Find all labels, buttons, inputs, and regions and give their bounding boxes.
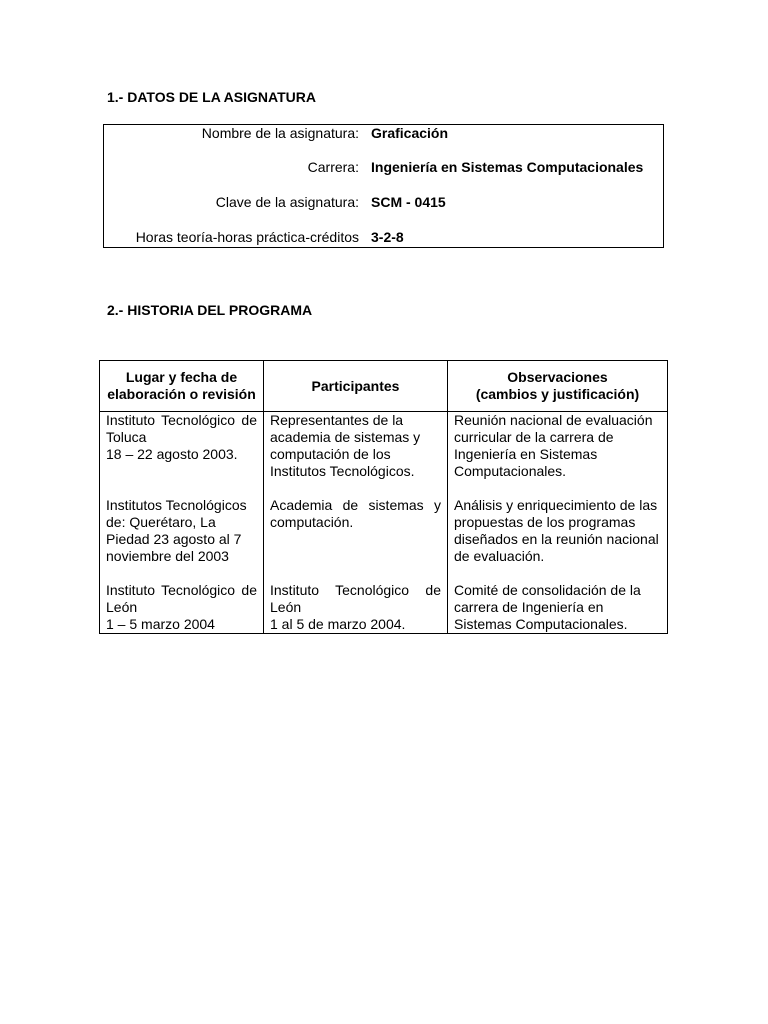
info-row-career [104, 159, 663, 177]
row-1-observations: Reunión nacional de evaluación curricular de la carrera de Ingeniería en Sistemas Computacionales. [454, 412, 653, 479]
info-row-code [104, 194, 663, 212]
row-3-participants: Instituto Tecnológico de León 1 al 5 de marzo 2004. [270, 582, 441, 632]
table-header-row [100, 361, 668, 412]
row-2-place-date: Institutos Tecnológicos de: Querétaro, La Piedad 23 agosto al 7 noviembre del 2003 [106, 497, 247, 564]
table-row [100, 582, 668, 634]
course-name-value: Graficación [371, 125, 449, 141]
info-row-hours [104, 229, 663, 247]
course-info-box [103, 124, 664, 248]
hours-credits-value: 3-2-8 [371, 229, 404, 245]
row-1-place-date: Instituto Tecnológico de Toluca 18 – 22 agosto 2003. [106, 412, 257, 462]
career-label: Carrera: [307, 159, 359, 175]
header-place-date: Lugar y fecha de elaboración o revisión [100, 361, 264, 412]
course-name-label: Nombre de la asignatura: [201, 125, 359, 141]
career-value: Ingeniería en Sistemas Computacionales [371, 159, 644, 175]
section-1-title: 1.- DATOS DE LA ASIGNATURA [107, 89, 316, 105]
row-2-observations: Análisis y enriquecimiento de las propuestas de los programas diseñados en la reunión nacional de evaluación. [454, 497, 659, 564]
header-participants: Participantes [264, 361, 448, 412]
row-3-place-date: Instituto Tecnológico de León 1 – 5 marzo 2004 [106, 582, 257, 632]
course-code-value: SCM - 0415 [371, 194, 446, 210]
row-1-participants: Representantes de la academia de sistemas y computación de los Institutos Tecnológicos. [270, 412, 421, 479]
row-3-observations: Comité de consolidación de la carrera de Ingeniería en Sistemas Computacionales. [454, 582, 641, 632]
row-2-participants: Academia de sistemas y computación. [270, 497, 441, 530]
table-row [100, 412, 668, 498]
program-history-table [99, 360, 668, 634]
table-row [100, 497, 668, 582]
header-observations: Observaciones (cambios y justificación) [448, 361, 668, 412]
hours-credits-label: Horas teoría-horas práctica-créditos [135, 229, 359, 245]
course-code-label: Clave de la asignatura: [215, 194, 359, 210]
info-row-name [104, 125, 663, 143]
section-2-title: 2.- HISTORIA DEL PROGRAMA [107, 302, 313, 318]
